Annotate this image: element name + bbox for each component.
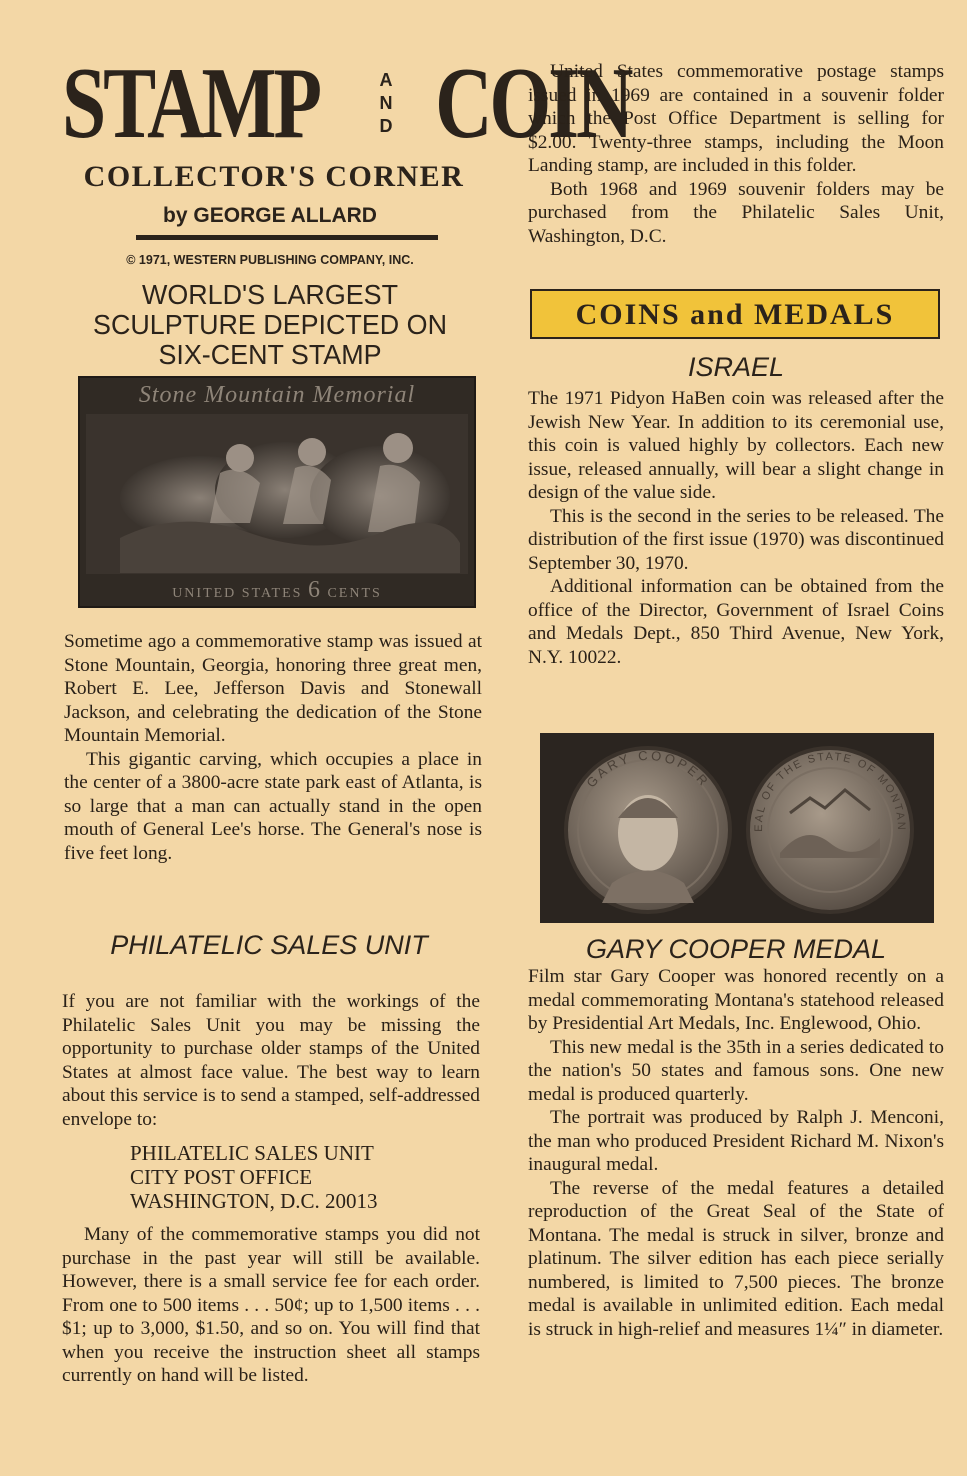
address-line: CITY POST OFFICE	[130, 1165, 313, 1189]
masthead	[62, 47, 631, 160]
coins-medals-banner: COINS and MEDALS	[530, 289, 940, 339]
israel-paragraph: The 1971 Pidyon HaBen coin was released after the Jewish New Year. In addition to its ceremonial use, this coin is valued highly by collectors. Each new issue, released annually, will bear a slight change in design of the value side.	[528, 388, 944, 503]
cooper-paragraph: The portrait was produced by Ralph J. Menconi, the man who produced President Richard M. Nixon's inaugural medal.	[528, 1107, 944, 1175]
byline: by GEORGE ALLARD	[163, 204, 377, 227]
article1-paragraph: Sometime ago a commemorative stamp was issued at Stone Mountain, Georgia, honoring three great men, Robert E. Lee, Jefferson Davis and Stonewall Jackson, and celebrating the dedication of the Stone Mountain Memorial.	[64, 631, 482, 746]
address-line: PHILATELIC SALES UNIT	[130, 1141, 374, 1165]
masthead-rule	[136, 235, 438, 240]
cooper-paragraph: Film star Gary Cooper was honored recently on a medal commemorating Montana's statehood released by Presidential Art Medals, Inc. Englewood, Ohio.	[528, 966, 944, 1034]
stamp-engraving	[80, 378, 474, 606]
masthead-subtitle: COLLECTOR'S CORNER	[83, 160, 465, 193]
philatelic-section	[60, 930, 478, 961]
medal-illustration	[540, 733, 934, 923]
masthead-stamp: STAMP	[62, 47, 319, 160]
article1-body	[64, 630, 482, 865]
section-heading-philatelic: PHILATELIC SALES UNIT	[110, 930, 428, 960]
section-heading-cooper: GARY COOPER MEDAL	[585, 934, 887, 964]
article3-paragraph: Both 1968 and 1969 souvenir folders may be purchased from the Philatelic Sales Unit, Washington, D.C.	[528, 178, 944, 247]
article2-body	[62, 990, 480, 1388]
israel-section	[528, 352, 944, 669]
medal-front-text: GARY COOPER	[583, 747, 713, 791]
article1-paragraph: This gigantic carving, which occupies a place in the center of a 3800-acre state park east of Atlanta, is so large that a man can actually stand in the open mouth of General Lee's horse. The General's nose is five feet long.	[64, 748, 482, 864]
masthead-and: A N D	[379, 70, 393, 136]
copyright: © 1971, WESTERN PUBLISHING COMPANY, INC.	[126, 253, 414, 267]
cooper-paragraph: The reverse of the medal features a detailed reproduction of the Great Seal of the State of Montana. The medal is struck in silver, bronze and platinum. The silver edition has each piece serially numbered, is limited to 7,500 pieces. The bronze medal is available in unlimited edition. Each medal is struck in high-relief and measures 1¼″ in diameter.	[528, 1177, 944, 1340]
article2-paragraph: Many of the commemorative stamps you did not purchase in the past year will still be available. However, there is a small service fee for each order. From one to 500 items . . . 50¢; up to 1,500 items . . . $1; up to 3,000, $1.50, and so on. You will find that when you receive the instruction sheet all stamps currently on hand will be listed.	[62, 1224, 480, 1386]
stamp-denomination: UNITED STATES 6 CENTS	[172, 577, 382, 603]
address-line: WASHINGTON, D.C. 20013	[130, 1189, 378, 1213]
medal-back-text: EAL OF THE STATE OF MONTAN	[752, 750, 908, 832]
section-heading-israel: ISRAEL	[687, 352, 785, 382]
israel-paragraph: Additional information can be obtained from the office of the Director, Government of Israel Coins and Medals Dept., 850 Third Avenue, New York, N.Y. 10022.	[528, 576, 944, 668]
article-headline: WORLD'S LARGEST SCULPTURE DEPICTED ON SIX-CENT STAMP	[93, 279, 447, 370]
article2-paragraph: If you are not familiar with the workings of the Philatelic Sales Unit you may be missing the opportunity to purchase older stamps of the United States at almost face value. The best way to learn about this service is to send a stamped, self-addressed envelope to:	[62, 991, 480, 1130]
cooper-paragraph: This new medal is the 35th in a series dedicated to the nation's 50 states and famous sons. One new medal is produced quarterly.	[528, 1036, 944, 1105]
stamp-title-text: Stone Mountain Memorial	[138, 382, 416, 408]
cooper-section	[528, 934, 944, 1341]
article3-paragraph: United States commemorative postage stamps issued in 1969 are contained in a souvenir folder which the Post Office Department is selling for $2.00. Twenty-three stamps, including the Moon Landing stamp, are included in this folder.	[528, 61, 944, 176]
masthead-coin: COIN	[435, 47, 631, 160]
israel-paragraph: This is the second in the series to be released. The distribution of the first issue (1970) was discontinued September 30, 1970.	[528, 505, 944, 574]
article3-body	[528, 60, 944, 248]
stone-mountain-stamp-image	[78, 376, 476, 608]
gary-cooper-medal-photo	[540, 733, 934, 923]
